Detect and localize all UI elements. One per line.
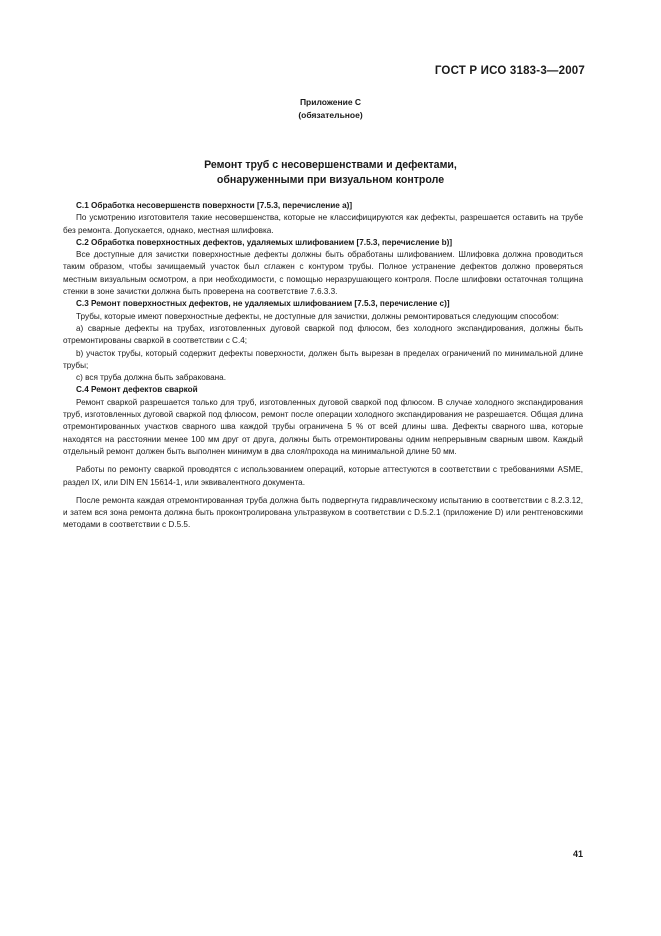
annex-title: Приложение С [299, 97, 362, 107]
section-heading: С.4 Ремонт дефектов сваркой [76, 385, 198, 395]
paragraph: Трубы, которые имеют поверхностные дефекты, не доступные для зачистки, должны ремонтироваться следующим способом: [76, 311, 559, 321]
paragraph: Ремонт сваркой разрешается только для труб, изготовленных дуговой сваркой под флюсом. В случае холодного экспандирования труб, изготовленных дуговой сваркой под флюсом, ремонт после операции холодного экспандирования не разрешается. Общая длина отремонтированных участков сварного шва каждой трубы ограничена 5 % от всей длины шва. Дефекты сварного шва, которые находятся на расстоянии менее 100 мм друг от друга, должны быть отремонтированы одним непрерывным сварным швом. Каждый отдельный ремонт должен быть выполнен минимум в два слоя/прохода на минимальной длине 50 мм. [63, 397, 583, 456]
paragraph: b) участок трубы, который содержит дефекты поверхности, должен быть вырезан в пределах ограничений по минимальной длине трубы; [63, 348, 583, 370]
document-body [63, 200, 583, 532]
document-title-line-2: обнаруженными при визуальном контроле [216, 174, 445, 186]
paragraph: Работы по ремонту сваркой проводятся с использованием операций, которые аттестуются в соответствии с требованиями ASME, раздел IX, или DIN EN 15614-1, или эквивалентного документа. [63, 465, 583, 487]
annex-heading [0, 96, 661, 122]
paragraph: a) сварные дефекты на трубах, изготовленных дуговой сваркой под флюсом, без холодного экспандирования, должны быть отремонтированы сваркой в соответствии с С.4; [63, 323, 583, 346]
paragraph: c) вся труба должна быть забракована. [76, 373, 226, 383]
paragraph: По усмотрению изготовителя такие несовершенства, которые не классифицируются как дефекты, разрешается оставить на трубе без ремонта. Допускается, однако, местная шлифовка. [63, 213, 583, 235]
section-heading: С.3 Ремонт поверхностных дефектов, не удаляемых шлифованием [7.5.3, перечисление c)] [76, 299, 450, 309]
document-title-line-1: Ремонт труб с несовершенствами и дефектами, [204, 159, 457, 171]
paragraph: После ремонта каждая отремонтированная труба должна быть подвергнута гидравлическому испытанию в соответствии с 8.2.3.12, и затем вся зона ремонта должна быть проконтролирована ультразвуком в соответствии с D.5.2.1 (приложение D) или рентгеновскими методами в соответствии с D.5.5. [63, 495, 583, 530]
page-number: 41 [572, 849, 583, 859]
document-title [0, 158, 661, 188]
section-heading: С.2 Обработка поверхностных дефектов, удаляемых шлифованием [7.5.3, перечисление b)] [76, 237, 453, 247]
annex-status: (обязательное) [298, 110, 363, 120]
standard-number: ГОСТ Р ИСО 3183-3—2007 [434, 65, 585, 77]
section-heading: С.1 Обработка несовершенств поверхности [7.5.3, перечисление a)] [76, 201, 353, 210]
paragraph: Все доступные для зачистки поверхностные дефекты должны быть обработаны шлифованием. Шлифовка должна проводиться таким образом, чтобы зачищаемый участок был сглажен с контуром трубы. Полное устранение дефектов должно проверяться местным визуальным осмотром, а при необходимости, с помощью неразрушающего контроля. После шлифовки остаточная толщина стенки в зоне зачистки должна быть проверена на соответствие 7.6.3.3. [63, 250, 583, 297]
